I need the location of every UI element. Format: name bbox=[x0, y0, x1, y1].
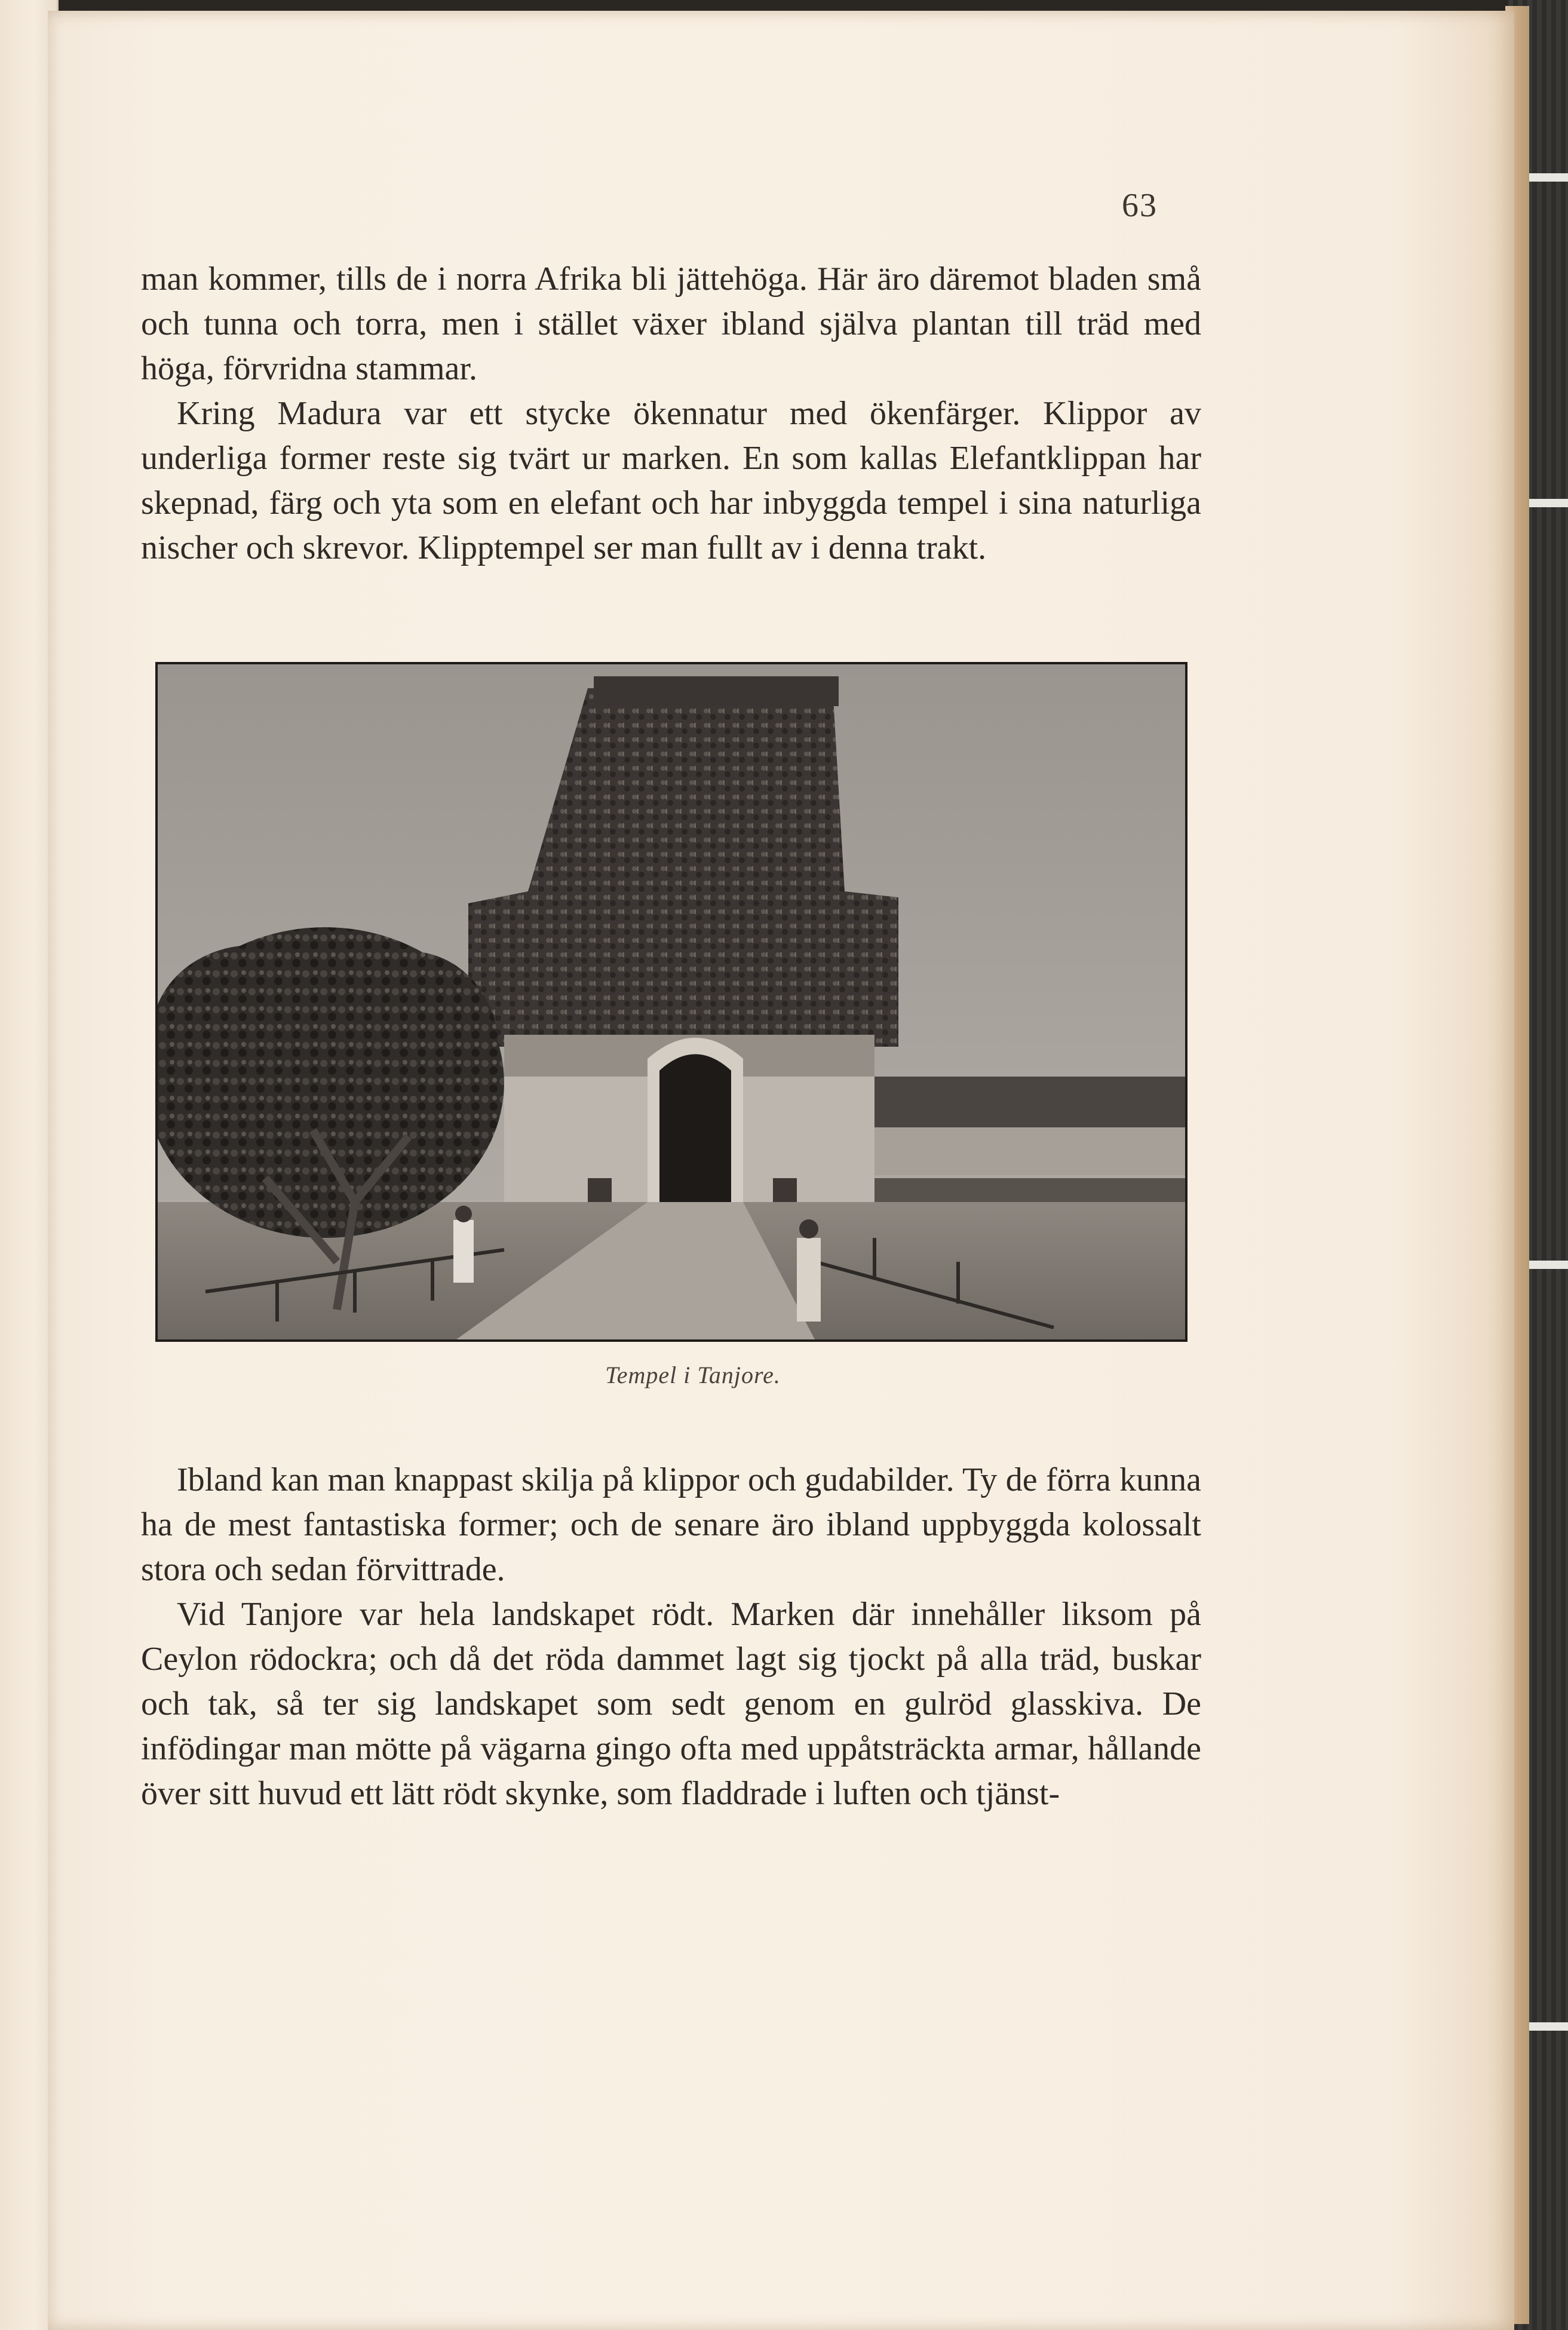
paragraph: man kommer, tills de i norra Afrika bli jättehöga. Här äro däremot bladen små och tunna och torra, men i stället växer ibland själva plantan till träd med höga, förvridna stammar. bbox=[141, 260, 1201, 387]
figure-caption: Tempel i Tanjore. bbox=[605, 1362, 781, 1388]
temple-photograph bbox=[155, 662, 1187, 1342]
temple-photo-illustration bbox=[158, 664, 1185, 1339]
paragraph: Ibland kan man knappast skilja på klippor och gudabilder. Ty de förra kunna ha de mest fantastiska former; och de senare äro ibland uppbyggda kolossalt stora och sedan förvittrade. bbox=[141, 1461, 1201, 1588]
text-block-bottom bbox=[141, 1458, 1201, 1816]
paragraph: Vid Tanjore var hela landskapet rödt. Marken där innehåller liksom på Ceylon rödockra; och då det röda dammet lagt sig tjockt på alla träd, buskar och tak, så ter sig landskapet som sedt genom en gulröd glasskiva. De infödingar man mötte på vägarna gingo ofta med uppåtsträckta armar, hållande över sitt huvud ett lätt rödt skynke, som fladdrade i luften och tjänst- bbox=[141, 1596, 1201, 1812]
paragraph: Kring Madura var ett stycke ökennatur med ökenfärger. Klippor av underliga former reste sig tvärt ur marken. En som kallas Elefantklippan har skepnad, färg och yta som en elefant och har inbyggda tempel i sina naturliga nischer och skrevor. Klipptempel ser man fullt av i denna trakt. bbox=[141, 395, 1201, 566]
page-number: 63 bbox=[1122, 187, 1158, 224]
text-block-top bbox=[141, 257, 1201, 571]
